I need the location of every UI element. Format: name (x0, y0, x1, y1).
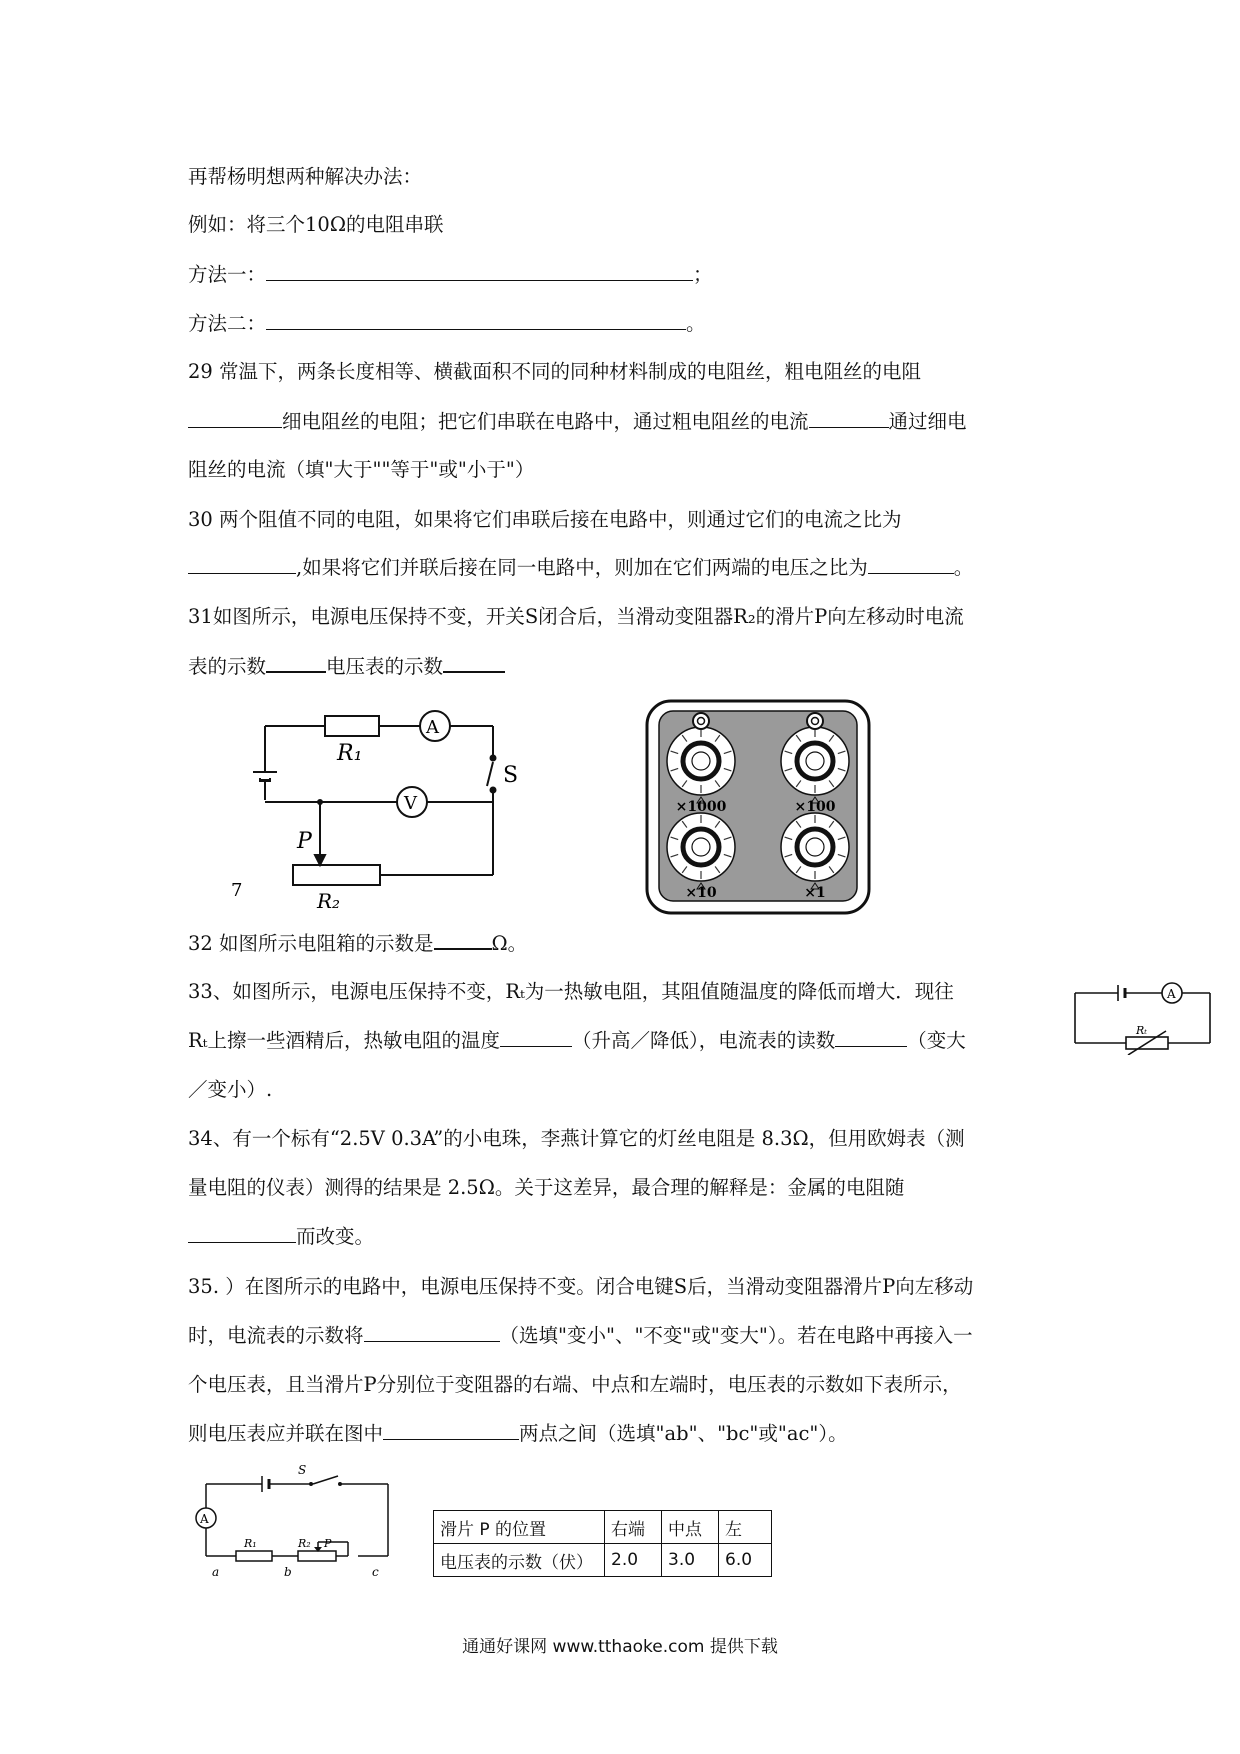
label-a-35: a (212, 1565, 220, 1579)
label-p-35: P (324, 1537, 332, 1550)
label-r2-35: R₂ (298, 1537, 311, 1550)
method-1: 方法一： ； (188, 263, 713, 286)
label-ammeter-35: A (200, 1512, 209, 1526)
label-voltmeter: V (404, 793, 417, 814)
rheostat-r2 (293, 865, 380, 885)
q32-blank[interactable] (434, 930, 492, 950)
table-cell: 右端 (605, 1511, 662, 1544)
dial-label-x1000: ×1000 (675, 799, 727, 815)
table-cell: 滑片 P 的位置 (434, 1511, 605, 1544)
q31-blank-2[interactable] (443, 653, 505, 673)
table-cell: 3.0 (662, 1544, 719, 1577)
label-s-35: S (298, 1463, 307, 1477)
switch-s (487, 762, 493, 786)
q31-line-1: 31如图所示，电源电压保持不变，开关S闭合后，当滑动变阻器R₂的滑片P向左移动时电流 (188, 605, 964, 628)
q29-line-2: 细电阻丝的电阻；把它们串联在电路中，通过粗电阻丝的电流 通过细电 (188, 409, 967, 435)
circuit-diagram-q31 (225, 700, 525, 910)
q29-blank-2[interactable] (809, 409, 889, 428)
q34-blank[interactable] (188, 1224, 296, 1243)
table-cell: 电压表的示数（伏） (434, 1544, 605, 1577)
table-header-row (434, 1511, 772, 1544)
q35-blank-2[interactable] (383, 1421, 519, 1440)
label-rt: Rₜ (1136, 1024, 1147, 1037)
intro-line-2: 例如：将三个10Ω的电阻串联 (188, 213, 444, 236)
label-switch: S (503, 763, 519, 788)
q34-line-3: 而改变。 (188, 1224, 374, 1250)
label-p: P (297, 829, 312, 854)
label-ammeter-33: A (1167, 987, 1176, 1001)
label-r1: R₁ (337, 741, 363, 766)
label-ammeter: A (426, 717, 439, 738)
q35-line-4: 则电压表应并联在图中 两点之间（选填"ab"、"bc"或"ac"）。 (188, 1422, 848, 1445)
q31-blank-1[interactable] (266, 653, 326, 673)
q32-line: 32 如图所示电阻箱的示数是 Ω。 (188, 932, 528, 955)
q33-line-2: Rₜ上擦一些酒精后，热敏电阻的温度 （升高／降低），电流表的读数 （变大 (188, 1029, 966, 1052)
table-cell: 6.0 (719, 1544, 772, 1577)
q30-blank-2[interactable] (868, 555, 954, 574)
resistor-r1 (325, 716, 379, 736)
q34-line-1: 34、有一个标有“2.5V 0.3A”的小电珠，李燕计算它的灯丝电阻是 8.3Ω，但用欧姆表（测 (188, 1127, 965, 1150)
q33-blank-2[interactable] (835, 1028, 907, 1047)
q30-line-1: 30 两个阻值不同的电阻，如果将它们串联后接在电路中，则通过它们的电流之比为 (188, 508, 902, 531)
voltage-table (433, 1510, 772, 1577)
table-cell: 左 (719, 1511, 772, 1544)
method-2-label: 方法二： (188, 312, 267, 335)
dial-label-x1: ×1 (804, 885, 826, 901)
method-1-blank[interactable] (266, 262, 693, 281)
q29-line-3: 阻丝的电流（填"大于""等于"或"小于"） (188, 458, 535, 481)
footer-text: 通通好课网 www.tthaoke.com 提供下载 (462, 1637, 778, 1657)
method-2: 方法二： 。 (188, 312, 706, 335)
figure-caption: 7 (231, 880, 243, 901)
table-row (434, 1544, 772, 1577)
q30-line-2: ,如果将它们并联后接在同一电路中，则加在它们两端的电压之比为 。 (188, 555, 973, 581)
q29-blank-1[interactable] (188, 409, 282, 428)
q31-line-2: 表的示数 电压表的示数 (188, 653, 505, 680)
q35-blank-1[interactable] (364, 1323, 500, 1342)
q33-blank-1[interactable] (500, 1028, 572, 1047)
dial-label-x10: ×10 (685, 885, 717, 901)
table-cell: 2.0 (605, 1544, 662, 1577)
label-b-35: b (284, 1565, 292, 1579)
method-1-label: 方法一： (188, 263, 267, 286)
intro-line-1: 再帮杨明想两种解决办法： (188, 165, 423, 188)
circuit-diagram-q33 (1070, 975, 1220, 1055)
table-cell: 中点 (662, 1511, 719, 1544)
q35-line-3: 个电压表，且当滑片P分别位于变阻器的右端、中点和左端时，电压表的示数如下表所示， (188, 1373, 962, 1396)
label-c-35: c (372, 1565, 379, 1579)
q30-blank-1[interactable] (188, 555, 296, 574)
q33-line-1: 33、如图所示，电源电压保持不变，Rₜ为一热敏电阻，其阻值随温度的降低而增大．现往 (188, 980, 954, 1003)
resistance-box (643, 697, 873, 917)
label-r1-35: R₁ (244, 1537, 257, 1550)
q35-line-1: 35. ）在图所示的电路中，电源电压保持不变。闭合电键S后，当滑动变阻器滑片P向左移动 (188, 1275, 974, 1298)
q29-line-1: 29 常温下，两条长度相等、横截面积不同的同种材料制成的电阻丝，粗电阻丝的电阻 (188, 360, 922, 383)
q34-line-2: 量电阻的仪表）测得的结果是 2.5Ω。关于这差异，最合理的解释是：金属的电阻随 (188, 1176, 905, 1199)
label-r2: R₂ (317, 889, 341, 910)
dial-label-x100: ×100 (794, 799, 836, 815)
method-2-blank[interactable] (266, 311, 686, 330)
q33-line-3: ／变小）. (188, 1078, 273, 1101)
q35-line-2: 时，电流表的示数将 （选填"变小"、"不变"或"变大"）。若在电路中再接入一 (188, 1324, 973, 1347)
circuit-diagram-q35 (188, 1462, 403, 1582)
